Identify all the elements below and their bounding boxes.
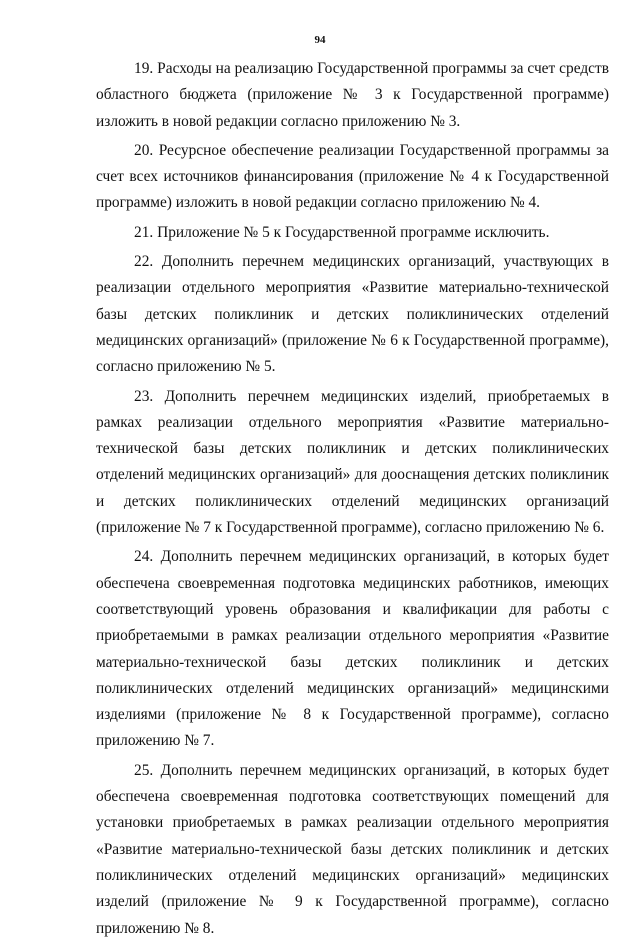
paragraph-24: 24. Дополнить перечнем медицинских организаций, в которых будет обеспечена своевременная подготовка медицинских работников, имеющих соответствующий уровень образования и квалификации для работы с приобретаемыми в рамках реализации отдельного мероприятия «Развитие материально-технической базы детских поликлиник и детских поликлинических отделений медицинских организаций» медицинскими изделиями (приложение № 8 к Государственной программе), согласно приложению № 7. [96,548,609,750]
paragraph-20: 20. Ресурсное обеспечение реализации Государственной программы за счет всех источников финансирования (приложение № 4 к Государственной программе) изложить в новой редакции согласно приложению № 4. [96,141,609,212]
paragraph-21: 21. Приложение № 5 к Государственной программе исключить. [134,223,550,241]
document-body [96,56,609,945]
page-number: 94 [314,34,326,46]
paragraph-25: 25. Дополнить перечнем медицинских организаций, в которых будет обеспечена своевременная подготовка соответствующих помещений для установки приобретаемых в рамках реализации отдельного мероприятия «Развитие материально-технической базы детских поликлиник и детских поликлинических отделений медицинских организаций» медицинских изделий (приложение № 9 к Государственной программе), согласно приложению № 8. [96,761,609,937]
paragraph-19: 19. Расходы на реализацию Государственной программы за счет средств областного бюджета (приложение № 3 к Государственной программе) изложить в новой редакции согласно приложению № 3. [96,60,609,130]
paragraph-23: 23. Дополнить перечнем медицинских изделий, приобретаемых в рамках реализации отдельного мероприятия «Развитие материально-технической базы детских поликлиник и детских поликлинических отделений медицинских организаций» для дооснащения детских поликлиник и детских поликлинических отделений медицинских организаций (приложение № 7 к Государственной программе), согласно приложению № 6. [96,387,609,537]
paragraph-22: 22. Дополнить перечнем медицинских организаций, участвующих в реализации отдельного мероприятия «Развитие материально-технической базы детских поликлиник и детских поликлинических отделений медицинских организаций» (приложение № 6 к Государственной программе), согласно приложению № 5. [96,253,609,376]
